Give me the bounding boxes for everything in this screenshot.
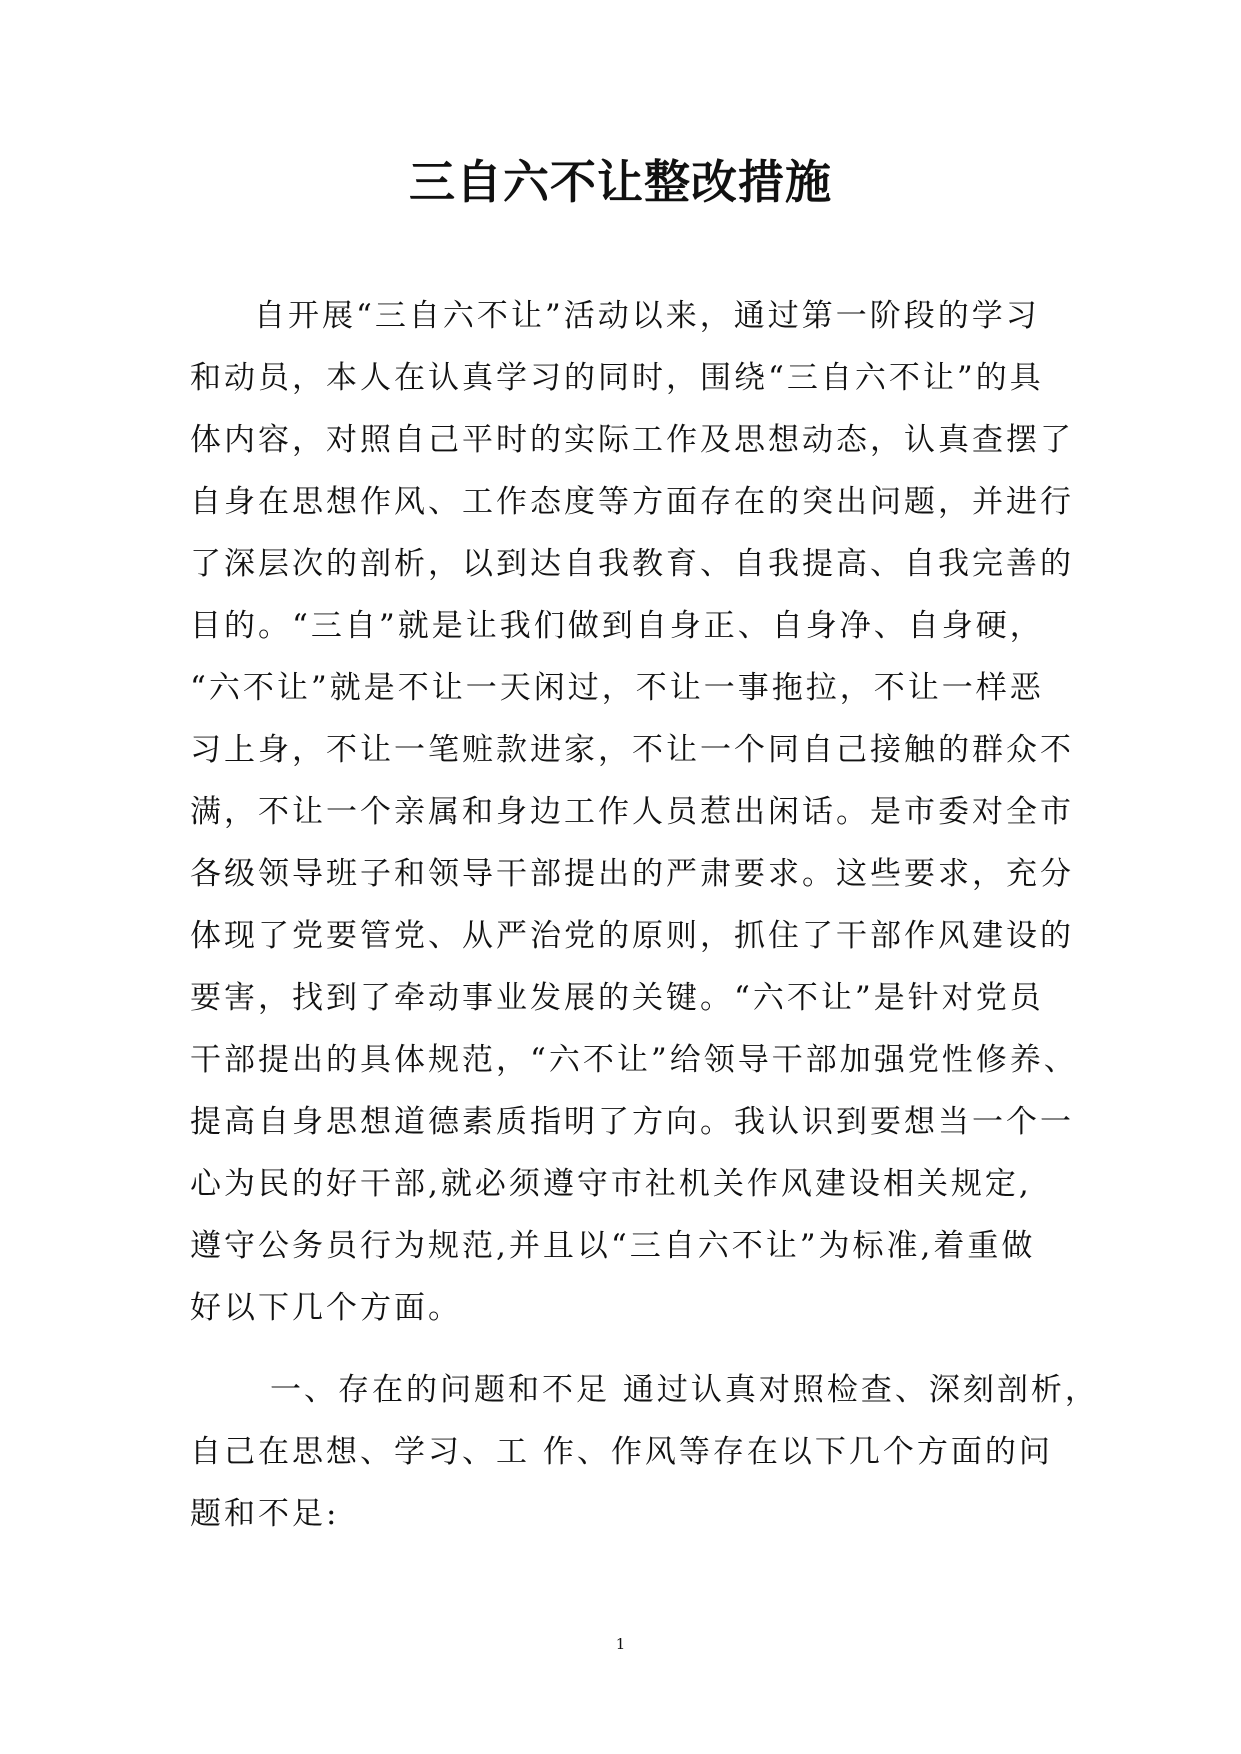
text-line: 体现了党要管党、从严治党的原则，抓住了干部作风建设的 bbox=[190, 918, 1074, 954]
text-line: 好以下几个方面。 bbox=[190, 1290, 462, 1326]
text-line: 目的。“三自”就是让我们做到自身正、自身净、自身硬， bbox=[190, 608, 1044, 644]
text-line: 题和不足: bbox=[190, 1496, 340, 1532]
text-line: 干部提出的具体规范，“六不让”给领导干部加强党性修养、 bbox=[190, 1042, 1078, 1078]
paragraph-1 bbox=[190, 285, 1078, 1339]
text-line: 体内容，对照自己平时的实际工作及思想动态，认真查摆了 bbox=[190, 422, 1074, 458]
text-line: 心为民的好干部,就必须遵守市社机关作风建设相关规定, bbox=[190, 1166, 1032, 1202]
paragraph-gap bbox=[190, 1339, 1060, 1359]
text-line: 遵守公务员行为规范,并且以“三自六不让”为标准,着重做 bbox=[190, 1228, 1036, 1264]
text-line: 自己在思想、学习、工 作、作风等存在以下几个方面的问 bbox=[190, 1434, 1053, 1470]
text-line: 提高自身思想道德素质指明了方向。我认识到要想当一个一 bbox=[190, 1104, 1074, 1140]
text-line: 和动员，本人在认真学习的同时，围绕“三自六不让”的具 bbox=[190, 360, 1044, 396]
text-line: 各级领导班子和领导干部提出的严肃要求。这些要求，充分 bbox=[190, 856, 1074, 892]
page-number: 1 bbox=[615, 1635, 626, 1653]
text-line: 自开展“三自六不让”活动以来，通过第一阶段的学习 bbox=[254, 298, 1040, 334]
paragraph-2 bbox=[190, 1359, 1099, 1545]
document-body bbox=[190, 285, 1099, 1545]
text-line: 习上身，不让一笔赃款进家，不让一个同自己接触的群众不 bbox=[190, 732, 1074, 768]
text-line: 满，不让一个亲属和身边工作人员惹出闲话。是市委对全市 bbox=[190, 794, 1074, 830]
text-line: 了深层次的剖析，以到达自我教育、自我提高、自我完善的 bbox=[190, 546, 1074, 582]
text-line: 要害，找到了牵动事业发展的关键。“六不让”是针对党员 bbox=[190, 980, 1044, 1016]
text-line: 一、存在的问题和不足 通过认真对照检查、深刻剖析， bbox=[270, 1372, 1099, 1408]
text-line: 自身在思想作风、工作态度等方面存在的突出问题，并进行 bbox=[190, 484, 1074, 520]
text-line: “六不让”就是不让一天闲过，不让一事拖拉，不让一样恶 bbox=[190, 670, 1044, 706]
document-title: 三自六不让整改措施 bbox=[409, 155, 832, 209]
